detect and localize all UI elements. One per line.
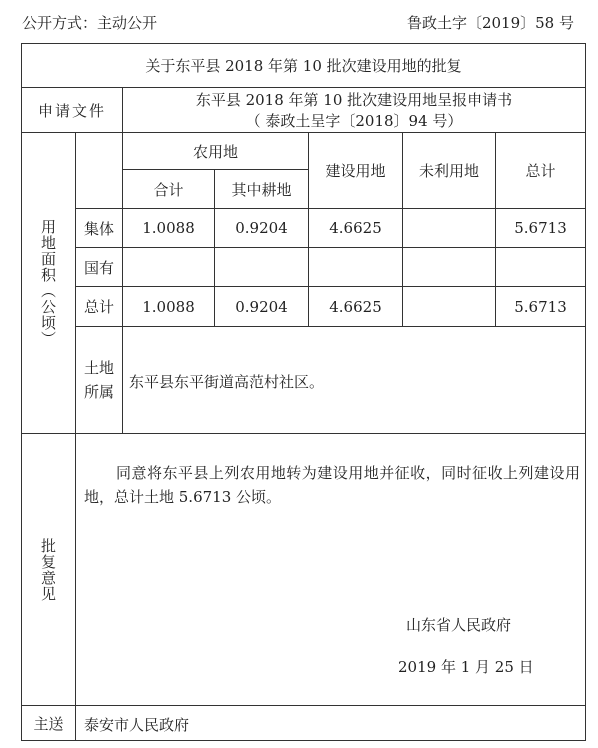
ownership-label-text: 土地所属 xyxy=(83,359,114,401)
issuer: 山东省人民政府 xyxy=(406,616,512,634)
header-farmland: 农用地 xyxy=(192,142,238,161)
cell-construction: 4.6625 xyxy=(329,297,382,316)
approval-label-text: 批复意见 xyxy=(39,537,57,602)
cell-cultivated: 0.9204 xyxy=(235,219,288,237)
cell-total xyxy=(496,248,585,286)
document-number: 鲁政土字〔2019〕58 号 xyxy=(406,14,574,32)
cell-construction xyxy=(309,248,402,286)
header-construction: 建设用地 xyxy=(325,162,386,180)
row-label: 国有 xyxy=(83,258,114,277)
cell-total: 5.6713 xyxy=(514,219,567,237)
row-label: 总计 xyxy=(83,298,114,316)
cell-subtotal: 1.0088 xyxy=(142,219,195,237)
cell-subtotal xyxy=(123,248,214,286)
application-label: 申请文件 xyxy=(37,101,106,120)
approval-label xyxy=(22,434,75,705)
land-area-label-text: 用地面积（公顷） xyxy=(39,219,57,347)
header-subtotal: 合计 xyxy=(153,180,184,199)
recipient-label: 主送 xyxy=(33,714,64,733)
cell-cultivated xyxy=(215,248,308,286)
document-title: 关于东平县 2018 年第 10 批次建设用地的批复 xyxy=(145,57,462,75)
header-cultivated: 其中耕地 xyxy=(231,180,292,199)
approval-date: 2019 年 1 月 25 日 xyxy=(398,658,534,676)
header-total: 总计 xyxy=(525,162,556,180)
ownership-value: 东平县东平街道高范村社区。 xyxy=(129,373,325,391)
approval-text: 同意将东平县上列农用地转为建设用地并征收，同时征收上列建设用地，总计土地 5.6713 公顷。 xyxy=(84,464,580,506)
cell-unused xyxy=(403,248,495,286)
application-number: （ 泰政土呈字〔2018〕94 号） xyxy=(245,111,463,130)
cell-unused xyxy=(403,209,495,247)
cell-construction: 4.6625 xyxy=(329,219,382,237)
header-unused: 未利用地 xyxy=(418,162,479,180)
recipient-value: 泰安市人民政府 xyxy=(84,716,190,734)
cell-unused xyxy=(403,287,495,326)
cell-cultivated: 0.9204 xyxy=(235,297,288,316)
application-title: 东平县 2018 年第 10 批次建设用地呈报申请书 xyxy=(195,90,513,109)
disclosure-method: 公开方式：主动公开 xyxy=(22,14,158,32)
cell-total: 5.6713 xyxy=(514,297,567,316)
row-label: 集体 xyxy=(83,219,114,238)
ownership-label xyxy=(78,327,120,433)
cell-subtotal: 1.0088 xyxy=(142,297,195,316)
land-area-label xyxy=(22,133,75,433)
